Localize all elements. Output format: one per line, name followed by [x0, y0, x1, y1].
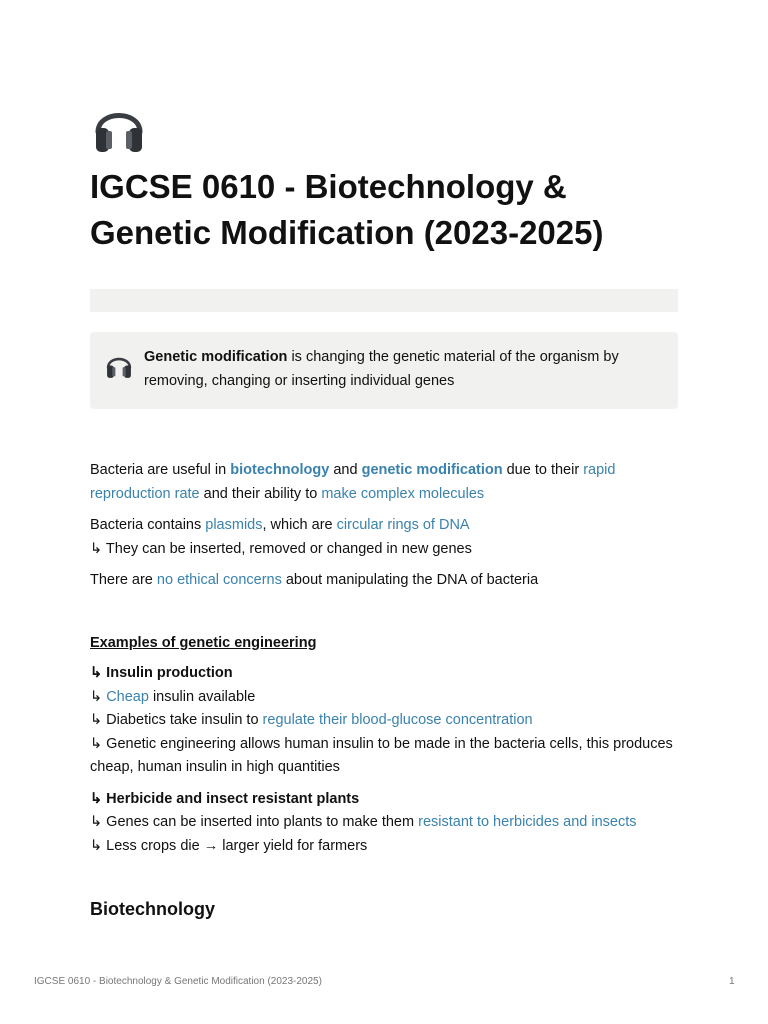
highlight-cheap: Cheap — [106, 688, 149, 705]
text: ↳ — [90, 688, 107, 705]
highlight-resistant: resistant to herbicides and insects — [418, 814, 637, 830]
callout-term: Genetic modification — [144, 349, 288, 365]
text: about manipulating the DNA of bacteria — [281, 572, 539, 588]
highlight-complex-molecules: make complex molecules — [321, 485, 485, 502]
text: and their ability to — [199, 485, 322, 502]
page-number: 1 — [729, 976, 735, 987]
plants-title: ↳ Herbicide and insect resistant plants — [90, 790, 360, 807]
paragraph-ethics — [90, 569, 678, 593]
headphones-icon — [90, 98, 148, 156]
footer-title: IGCSE 0610 - Biotechnology & Genetic Modification (2023-2025) — [34, 976, 322, 987]
text: ↳ Diabetics take insulin to — [90, 712, 263, 728]
highlight-rapid-reproduction: rapid reproduction rate — [90, 462, 616, 502]
highlight-plasmids: plasmids — [205, 517, 263, 533]
section-heading-biotechnology: Biotechnology — [90, 899, 215, 919]
text: Bacteria are useful in — [90, 462, 231, 478]
text: Bacteria contains — [90, 517, 206, 533]
link-genetic-modification: genetic modification — [361, 462, 503, 478]
highlight-circular-rings: circular rings of DNA — [336, 517, 470, 533]
divider-bar — [90, 289, 678, 312]
text: , which are — [262, 517, 337, 533]
highlight-regulate-glucose: regulate their blood-glucose concentration — [262, 712, 533, 728]
callout-text — [144, 345, 664, 393]
main-content — [90, 459, 678, 922]
paragraph-bacteria-uses — [90, 459, 678, 506]
text: due to their — [502, 462, 584, 478]
text: ↳ Genes can be inserted into plants to make them — [90, 814, 419, 830]
headphones-icon — [104, 350, 134, 380]
callout-definition: is changing the genetic material of the organism by removing, changing or inserting individual genes — [144, 349, 619, 389]
example-insulin — [90, 662, 678, 780]
text: ↳ Less crops die → larger yield for farmers — [90, 837, 368, 854]
paragraph-plasmids — [90, 514, 678, 561]
page-title: IGCSE 0610 - Biotechnology & Genetic Modification (2023-2025) — [90, 168, 604, 251]
highlight-no-ethical-concerns: no ethical concerns — [156, 572, 282, 588]
insulin-title: ↳ Insulin production — [90, 665, 233, 681]
text: ↳ Genetic engineering allows human insulin to be made in the bacteria cells, this produces cheap, human insulin in high quantities — [90, 735, 673, 775]
text: insulin available — [148, 688, 256, 705]
link-biotechnology: biotechnology — [230, 462, 330, 478]
definition-callout — [90, 332, 678, 409]
text: ↳ They can be inserted, removed or changed in new genes — [90, 540, 472, 557]
example-plants — [90, 788, 678, 859]
text: and — [329, 462, 362, 478]
examples-heading: Examples of genetic engineering — [90, 634, 317, 651]
text: There are — [90, 572, 157, 588]
